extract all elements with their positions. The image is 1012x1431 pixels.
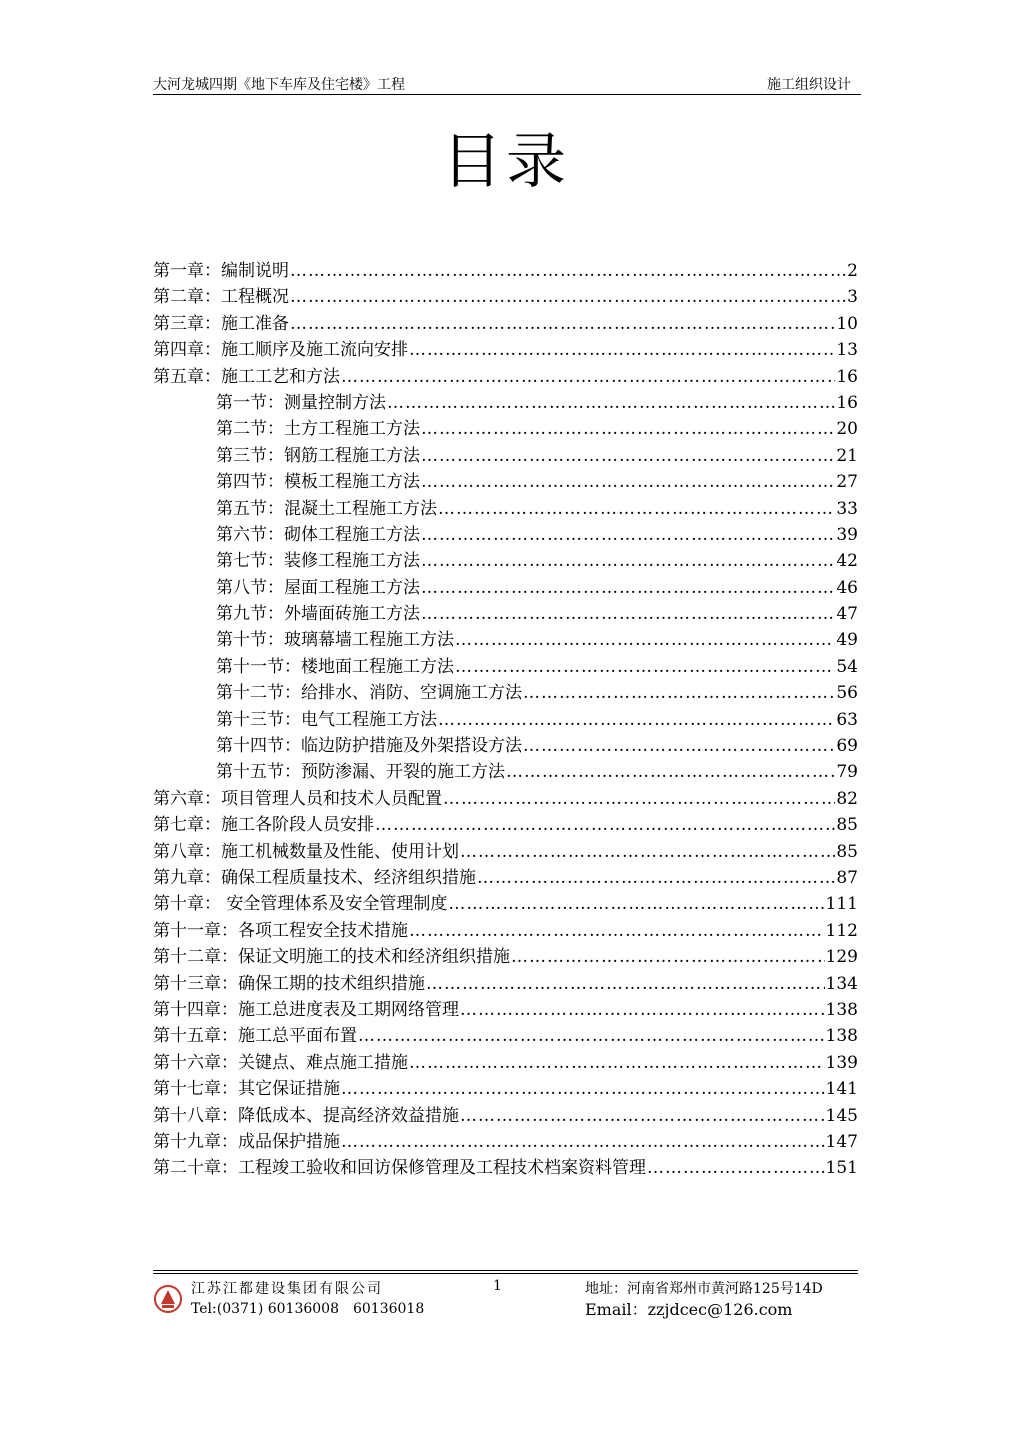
toc-entry-label: 第十二节：给排水、消防、空调施工方法 <box>216 683 522 704</box>
toc-dot-leader <box>421 472 835 492</box>
toc-entry-page: 147 <box>825 1131 858 1152</box>
toc-entry-label: 第九章：确保工程质量技术、经济组织措施 <box>153 867 476 888</box>
toc-entry-page: 16 <box>836 392 858 413</box>
toc-entry-label: 第五节：混凝土工程施工方法 <box>216 498 437 519</box>
table-of-contents <box>153 256 858 1180</box>
toc-dot-leader <box>290 314 835 334</box>
toc-entry-label: 第八章：施工机械数量及性能、使用计划 <box>153 841 459 862</box>
toc-entry-page: 63 <box>836 709 858 730</box>
page-title: 目录 <box>442 127 570 197</box>
toc-entry-page: 69 <box>836 736 858 757</box>
toc-dot-leader <box>477 868 835 888</box>
toc-entry-label: 第六节：砌体工程施工方法 <box>216 524 420 545</box>
toc-dot-leader <box>426 974 825 994</box>
toc-dot-leader <box>421 525 835 545</box>
toc-dot-leader <box>421 604 835 624</box>
toc-dot-leader <box>438 499 835 519</box>
toc-entry-page: 27 <box>836 472 858 493</box>
toc-entry-page: 139 <box>825 1052 858 1073</box>
toc-section-entry[interactable] <box>153 599 858 625</box>
toc-dot-leader <box>421 551 835 571</box>
toc-entry-page: 151 <box>825 1158 858 1179</box>
toc-chapter-entry[interactable] <box>153 837 858 863</box>
toc-section-entry[interactable] <box>153 678 858 704</box>
toc-chapter-entry[interactable] <box>153 256 858 282</box>
toc-chapter-entry[interactable] <box>153 1153 858 1179</box>
toc-entry-label: 第一节：测量控制方法 <box>216 392 386 413</box>
toc-dot-leader <box>438 710 835 730</box>
toc-chapter-entry[interactable] <box>153 863 858 889</box>
toc-dot-leader <box>443 789 835 809</box>
toc-dot-leader <box>460 1000 825 1020</box>
toc-entry-label: 第十章： 安全管理体系及安全管理制度 <box>153 894 448 915</box>
toc-dot-leader <box>523 683 835 703</box>
toc-chapter-entry[interactable] <box>153 889 858 915</box>
toc-chapter-entry[interactable] <box>153 335 858 361</box>
toc-entry-label: 第十六章：关键点、难点施工措施 <box>153 1052 408 1073</box>
toc-entry-page: 85 <box>836 841 858 862</box>
toc-section-entry[interactable] <box>153 731 858 757</box>
toc-entry-page: 85 <box>836 815 858 836</box>
toc-section-entry[interactable] <box>153 467 858 493</box>
toc-entry-page: 33 <box>836 498 858 519</box>
toc-entry-page: 145 <box>825 1105 858 1126</box>
toc-section-entry[interactable] <box>153 520 858 546</box>
footer-company-name: 江苏江都建设集团有限公司 <box>191 1281 383 1297</box>
toc-entry-label: 第十三章：确保工期的技术组织措施 <box>153 973 425 994</box>
toc-section-entry[interactable] <box>153 625 858 651</box>
toc-entry-page: 20 <box>836 419 858 440</box>
toc-dot-leader <box>375 815 835 835</box>
toc-entry-page: 49 <box>836 630 858 651</box>
toc-entry-page: 56 <box>836 683 858 704</box>
toc-dot-leader <box>448 894 824 914</box>
toc-dot-leader <box>409 340 835 360</box>
page-header <box>153 72 861 95</box>
toc-dot-leader <box>647 1158 825 1178</box>
toc-entry-label: 第十九章：成品保护措施 <box>153 1131 340 1152</box>
toc-dot-leader <box>387 393 835 413</box>
toc-entry-label: 第十四节：临边防护措施及外架搭设方法 <box>216 736 522 757</box>
toc-dot-leader <box>511 947 825 967</box>
toc-chapter-entry[interactable] <box>153 282 858 308</box>
toc-dot-leader <box>455 657 835 677</box>
toc-dot-leader <box>455 630 835 650</box>
toc-entry-page: 82 <box>836 788 858 809</box>
toc-entry-label: 第六章：项目管理人员和技术人员配置 <box>153 788 442 809</box>
toc-entry-page: 138 <box>825 999 858 1020</box>
toc-entry-page: 129 <box>825 947 858 968</box>
company-logo-icon <box>153 1284 183 1314</box>
toc-dot-leader <box>421 419 835 439</box>
footer-divider <box>153 1270 858 1271</box>
toc-entry-label: 第十三节：电气工程施工方法 <box>216 709 437 730</box>
toc-dot-leader <box>460 842 835 862</box>
toc-section-entry[interactable] <box>153 546 858 572</box>
toc-entry-label: 第一章：编制说明 <box>153 261 289 281</box>
toc-entry-label: 第七章：施工各阶段人员安排 <box>153 815 374 836</box>
header-document-type: 施工组织设计 <box>767 77 851 93</box>
toc-entry-page: 138 <box>825 1026 858 1047</box>
toc-chapter-entry[interactable] <box>153 810 858 836</box>
toc-dot-leader <box>290 261 846 281</box>
toc-entry-label: 第十一章：各项工程安全技术措施 <box>153 920 408 941</box>
toc-entry-label: 第三节：钢筋工程施工方法 <box>216 445 420 466</box>
toc-entry-page: 47 <box>836 604 858 625</box>
toc-section-entry[interactable] <box>153 757 858 783</box>
footer-telephone: Tel:(0371) 60136008 60136018 <box>191 1301 425 1317</box>
toc-entry-page: 39 <box>836 524 858 545</box>
toc-dot-leader <box>358 1026 825 1046</box>
toc-chapter-entry[interactable] <box>153 969 858 995</box>
toc-entry-label: 第十节：玻璃幕墙工程施工方法 <box>216 630 454 651</box>
footer-page-number: 1 <box>493 1278 502 1294</box>
toc-entry-page: 112 <box>825 920 858 941</box>
header-project-title: 大河龙城四期《地下车库及住宅楼》工程 <box>153 77 405 93</box>
toc-entry-label: 第十一节：楼地面工程施工方法 <box>216 656 454 677</box>
toc-section-entry[interactable] <box>153 494 858 520</box>
toc-entry-label: 第十五节：预防渗漏、开裂的施工方法 <box>216 762 505 783</box>
toc-dot-leader <box>460 1106 825 1126</box>
toc-entry-label: 第十五章：施工总平面布置 <box>153 1026 357 1047</box>
toc-entry-label: 第九节：外墙面砖施工方法 <box>216 604 420 625</box>
toc-entry-page: 134 <box>825 973 858 994</box>
toc-entry-page: 87 <box>836 867 858 888</box>
toc-dot-leader <box>421 446 835 466</box>
toc-entry-label: 第十四章：施工总进度表及工期网络管理 <box>153 999 459 1020</box>
toc-dot-leader <box>290 287 846 307</box>
toc-entry-page: 42 <box>836 551 858 572</box>
toc-dot-leader <box>409 1053 825 1073</box>
toc-entry-label: 第二章：工程概况 <box>153 287 289 308</box>
toc-entry-page: 10 <box>836 313 858 334</box>
footer-email: Email：zzjdcec@126.com <box>585 1300 793 1319</box>
footer-address: 地址：河南省郑州市黄河路125号14D <box>585 1281 823 1297</box>
toc-dot-leader <box>523 736 835 756</box>
toc-dot-leader <box>341 1132 825 1152</box>
toc-chapter-entry[interactable] <box>153 1127 858 1153</box>
toc-section-entry[interactable] <box>153 573 858 599</box>
toc-entry-page: 54 <box>836 656 858 677</box>
toc-dot-leader <box>409 921 825 941</box>
toc-entry-label: 第八节：屋面工程施工方法 <box>216 577 420 598</box>
toc-entry-page: 3 <box>847 287 858 308</box>
toc-section-entry[interactable] <box>153 441 858 467</box>
toc-chapter-entry[interactable] <box>153 1101 858 1127</box>
toc-chapter-entry[interactable] <box>153 362 858 388</box>
toc-section-entry[interactable] <box>153 414 858 440</box>
toc-entry-label: 第二十章：工程竣工验收和回访保修管理及工程技术档案资料管理 <box>153 1158 646 1179</box>
toc-entry-label: 第四节：模板工程施工方法 <box>216 472 420 493</box>
toc-entry-page: 46 <box>836 577 858 598</box>
toc-entry-label: 第三章：施工准备 <box>153 313 289 334</box>
toc-entry-label: 第二节：土方工程施工方法 <box>216 419 420 440</box>
toc-entry-label: 第十二章：保证文明施工的技术和经济组织措施 <box>153 947 510 968</box>
toc-entry-label: 第七节：装修工程施工方法 <box>216 551 420 572</box>
toc-entry-page: 141 <box>825 1079 858 1100</box>
toc-entry-label: 第四章：施工顺序及施工流向安排 <box>153 340 408 361</box>
toc-chapter-entry[interactable] <box>153 784 858 810</box>
toc-entry-page: 111 <box>825 894 858 915</box>
toc-entry-page: 13 <box>836 340 858 361</box>
toc-entry-page: 16 <box>836 366 858 387</box>
toc-dot-leader <box>341 1079 825 1099</box>
toc-entry-page: 2 <box>847 261 858 281</box>
toc-chapter-entry[interactable] <box>153 995 858 1021</box>
toc-chapter-entry[interactable] <box>153 1048 858 1074</box>
toc-chapter-entry[interactable] <box>153 942 858 968</box>
toc-dot-leader <box>421 578 835 598</box>
toc-chapter-entry[interactable] <box>153 309 858 335</box>
toc-entry-label: 第十八章：降低成本、提高经济效益措施 <box>153 1105 459 1126</box>
toc-dot-leader <box>341 367 835 387</box>
toc-chapter-entry[interactable] <box>153 916 858 942</box>
toc-chapter-entry[interactable] <box>153 1074 858 1100</box>
toc-entry-label: 第五章：施工工艺和方法 <box>153 366 340 387</box>
toc-chapter-entry[interactable] <box>153 1021 858 1047</box>
toc-dot-leader <box>506 762 835 782</box>
toc-entry-page: 21 <box>836 445 858 466</box>
toc-entry-page: 79 <box>836 762 858 783</box>
toc-entry-label: 第十七章：其它保证措施 <box>153 1079 340 1100</box>
toc-section-entry[interactable] <box>153 652 858 678</box>
toc-section-entry[interactable] <box>153 388 858 414</box>
footer-divider-second <box>153 1273 858 1274</box>
toc-section-entry[interactable] <box>153 705 858 731</box>
